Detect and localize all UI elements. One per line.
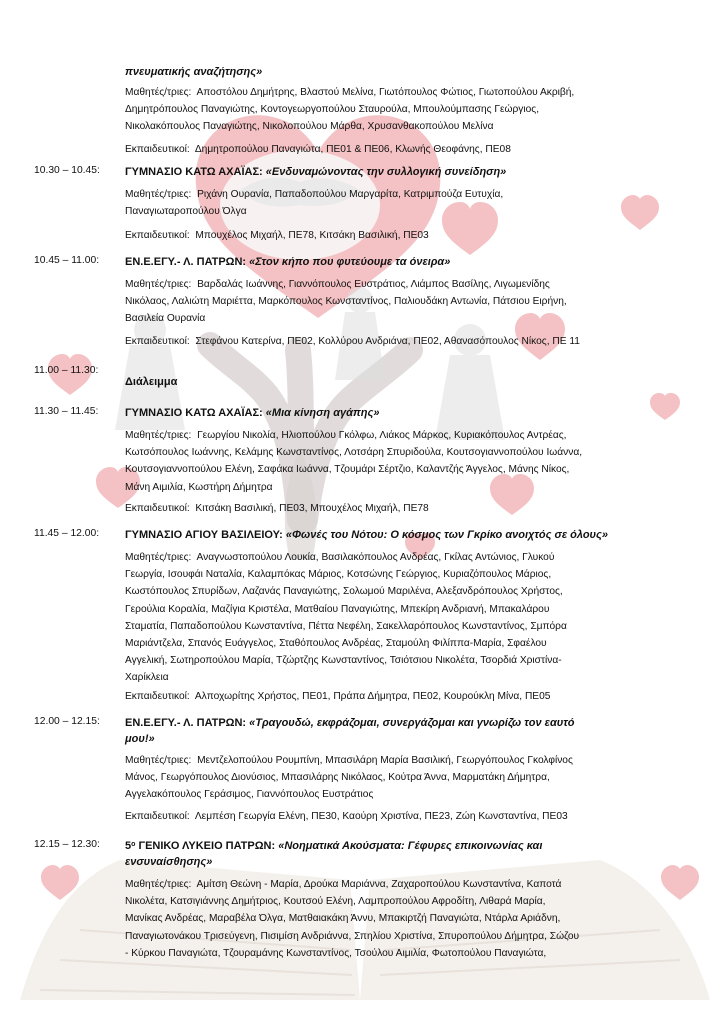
students-block: Μαθητές/τριες: Ριχάνη Ουρανία, Παπαδοπούλου Μαργαρίτα, Κατριμπούζα Ευτυχία, Παναγιωταροπούλου Όλγα: [125, 189, 504, 218]
teachers-label: Εκπαιδευτικοί:: [125, 144, 190, 155]
students-block: Μαθητές/τριες: Αμίτση Θεώνη - Μαρία, Δρούκα Μαριάννα, Ζαχαροπούλου Κωνσταντίνα, Καποτά Νικολέτα, Κατσιγιάννης Δημήτριος, Κουτσού Ελένη, Λαμπροπούλου Αφροδίτη, Λιθαρά Μαρία, Μανίκας Ανδρέας, Μαραβέλα Όλγα, Ματθαιακάκη Άννυ, Μπακιρτζή Παναγιώτα, Ντάρλα Αριάδνη, Παναγιωτονάκου Τρισεύγενη, Πισιμίση Ανδριάννα, Σπηλίου Χριστίνα, Σπυροπούλου Δήμητρα, Σώζου - Κύρκου Παναγιώτα, Τζουραμάνης Κωνσταντίνος, Τσούλου Αιμιλία, Φωτοπούλου Παναγιώτα,: [125, 879, 580, 959]
break-time: 11.00 – 11.30:: [34, 365, 99, 376]
session-time: 11.30 – 11.45:: [34, 406, 99, 417]
session-heading: ΓΥΜΝΑΣΙΟ ΑΓΙΟΥ ΒΑΣΙΛΕΙΟΥ: «Φωνές του Νότου: Ο κόσμος των Γκρίκο ανοιχτός σε όλους»: [125, 529, 609, 541]
session-heading: ΕΝ.Ε.ΕΓΥ.- Λ. ΠΑΤΡΩΝ: «Στον κήπο που φυτεύουμε τα όνειρα»: [125, 256, 451, 268]
teachers-block: Εκπαιδευτικοί: Δημητροπούλου Παναγιώτα, ΠΕ01 & ΠΕ06, Κλωνής Θεοφάνης, ΠΕ08: [125, 144, 511, 155]
teachers-block: Εκπαιδευτικοί: Στεφάνου Κατερίνα, ΠΕ02, Κολλύρου Ανδριάνα, ΠΕ02, Αθανασόπουλος Νίκος, ΠΕ 11: [125, 336, 580, 347]
session-heading: ΓΥΜΝΑΣΙΟ ΚΑΤΩ ΑΧΑΪΑΣ: «Μια κίνηση αγάπης»: [125, 407, 380, 419]
session-heading: $5^o$ ΓΕΝΙΚΟ ΛΥΚΕΙΟ ΠΑΤΡΩΝ: «Νοηματικά Ακούσματα: Γέφυρες επικοινωνίας και ενσυναίσθησης»: [125, 840, 543, 868]
students-block: Μαθητές/τριες: Μεντζελοπούλου Ρουμπίνη, Μπασιλάρη Μαρία Βασιλική, Γεωργόπουλος Γκολφίνος Μάνος, Γεωργόπουλος Διονύσιος, Μπασιλάρης Νικόλαος, Κούτρα Άννα, Μαρματάκη Δήμητρα, Αγγελακόπουλος Γεράσιμος, Γιαννόπουλος Ευστράτιος: [125, 755, 573, 801]
continued-title: πνευματικής αναζήτησης»: [125, 66, 263, 78]
session-time: 10.45 – 11.00:: [34, 255, 100, 266]
session-time: 12.00 – 12.15:: [34, 716, 100, 727]
students-label: Μαθητές/τριες:: [125, 87, 192, 98]
teachers-block: Εκπαιδευτικοί: Κιτσάκη Βασιλική, ΠΕ03, Μπουχέλος Μιχαήλ, ΠΕ78: [125, 503, 429, 514]
session-time: 10.30 – 10.45:: [34, 165, 100, 176]
students-block: Μαθητές/τριες: Αποστόλου Δημήτρης, Βλαστού Μελίνα, Γιωτόπουλος Φώτιος, Γιωτοπούλου Ακριβή, Δημητρόπουλος Παναγιώτης, Κοντογεωργοπούλου Σταυρούλα, Μπουλούμπασης Γεώργιος, Νικολακόπουλος Παναγιώτης, Νικολοπούλου Μάρθα, Χρυσανθακοπούλου Μελίνα: [125, 87, 575, 133]
teachers-block: Εκπαιδευτικοί: Μπουχέλος Μιχαήλ, ΠΕ78, Κιτσάκη Βασιλική, ΠΕ03: [125, 230, 429, 241]
students-block: Μαθητές/τριες: Βαρδαλάς Ιωάννης, Γιαννόπουλος Ευστράτιος, Λιάμπος Βασίλης, Λιγωμενίδης Νικόλαος, Λαλιώτη Μαριέττα, Μαρκόπουλος Κωνσταντίνος, Παλιουδάκη Αντωνία, Πάτσιου Ειρήνη, Βασιλεία Ουρανία: [125, 279, 567, 325]
session-heading: ΓΥΜΝΑΣΙΟ ΚΑΤΩ ΑΧΑΪΑΣ: «Ενδυναμώνοντας την συλλογική συνείδηση»: [125, 166, 507, 178]
teachers-block: Εκπαιδευτικοί: Λεμπέση Γεωργία Ελένη, ΠΕ30, Καούρη Χριστίνα, ΠΕ23, Ζώη Κωνσταντίνα, ΠΕ03: [125, 811, 568, 822]
students-block: Μαθητές/τριες: Γεωργίου Νικολία, Ηλιοπούλου Γκόλφω, Λιάκος Μάρκος, Κυριακόπουλος Αντρέας, Κωτσόπουλος Ιωάννης, Κελάμης Κωνσταντίνος, Λοτσάρη Σπυριδούλα, Κουτσογιαννοπούλου Ιωάννα, Κουτσογιαννοπούλου Ελένη, Σαφάκα Ιωάννα, Τζουμάρι Σέρτζιο, Καλαντζής Άγγελος, Μάνης Νίκος, Μάνη Αιμιλία, Κωστήρη Δήμητρα: [125, 430, 583, 493]
students-block: Μαθητές/τριες: Αναγνωστοπούλου Λουκία, Βασιλακόπουλος Ανδρέας, Γκίλας Αντώνιος, Γλυκού Γεωργία, Ισουφάι Ναταλία, Καλαμπόκας Μάριος, Κοτσώνης Γεώργιος, Κυριαζόπουλος Μάριος, Κωστόπουλος Σπυρίδων, Λαζανάς Παναγιώτης, Σολωμού Μαριλένα, Αλεξανδρόπουλος Χρήστος, Γερούλια Κοραλία, Μαζίγια Κριστέλα, Ματθαίου Παναγιώτης, Μπεκίρη Ανδριανή, Μπακαλάρου Σταματία, Παπαδοπούλου Κωνσταντίνα, Πέττα Νεφέλη, Σακελλαρόπουλος Κωνσταντίνος, Σμπόρα Μαριάντζελα, Σπανός Ευάγγελος, Σταθόπουλος Ανδρέας, Σταμούλη Φιλίππα-Μαρία, Σφαέλου Αγγελική, Σωτηροπούλου Μαρία, Τζώρτζης Κωνσταντίνος, Τσιότσιου Νικολέτα, Τσορδιά Χριστίνα- Χαρίκλεια: [125, 552, 567, 684]
break-label: Διάλειμμα: [125, 376, 178, 388]
session-time: 11.45 – 12.00:: [34, 528, 100, 539]
session-heading: ΕΝ.Ε.ΕΓΥ.- Λ. ΠΑΤΡΩΝ: «Τραγουδώ, εκφράζομαι, συνεργάζομαι και γνωρίζω τον εαυτό μου!»: [125, 717, 575, 745]
session-time: 12.15 – 12.30:: [34, 839, 100, 850]
teachers-block: Εκπαιδευτικοί: Αλποχωρίτης Χρήστος, ΠΕ01, Πράπα Δήμητρα, ΠΕ02, Κουρούκλη Μίνα, ΠΕ05: [125, 691, 551, 702]
